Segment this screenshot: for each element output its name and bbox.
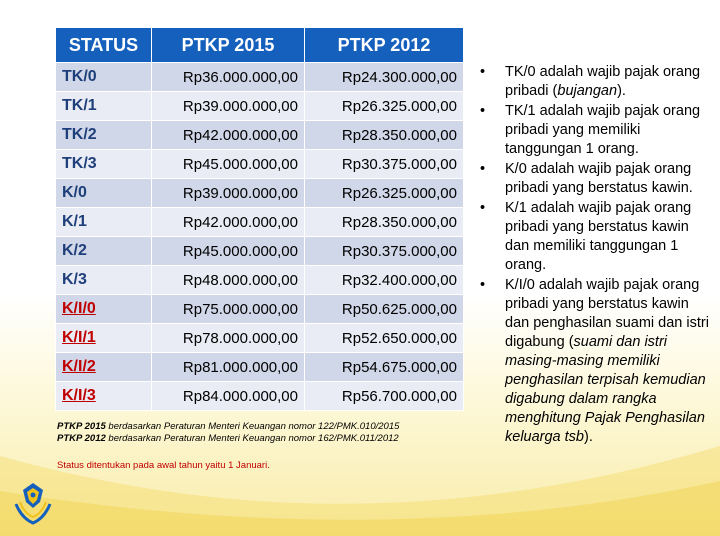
note-line-2015 bbox=[57, 421, 399, 433]
note-2015-label: PTKP 2015 bbox=[57, 421, 106, 432]
ptkp-2012-cell: Rp52.650.000,00 bbox=[305, 324, 464, 353]
ptkp-2012-cell: Rp24.300.000,00 bbox=[305, 63, 464, 92]
bullet-emphasis: suami dan istri masing-masing memiliki penghasilan terpisah kemudian digabung dalam rangka menghitung Pajak Penghasilan keluarga tsb bbox=[505, 334, 706, 445]
status-code: K/I/2 bbox=[62, 358, 96, 375]
table-row bbox=[56, 121, 464, 150]
ptkp-2012-cell: Rp50.625.000,00 bbox=[305, 295, 464, 324]
note-line-2012 bbox=[57, 433, 399, 445]
status-cell bbox=[56, 63, 152, 92]
ptkp-table bbox=[55, 27, 464, 411]
kemenkeu-emblem-icon bbox=[10, 480, 56, 526]
bullet-text-end: ). bbox=[584, 429, 593, 445]
ptkp-2015-cell: Rp42.000.000,00 bbox=[152, 121, 305, 150]
ptkp-2012-cell: Rp30.375.000,00 bbox=[305, 150, 464, 179]
ptkp-2015-cell: Rp81.000.000,00 bbox=[152, 353, 305, 382]
table-row bbox=[56, 324, 464, 353]
table-row bbox=[56, 208, 464, 237]
status-code: K/I/1 bbox=[62, 329, 96, 346]
table-row bbox=[56, 179, 464, 208]
bullet-text: K/0 adalah wajib pajak orang pribadi yang berstatus kawin. bbox=[505, 161, 693, 196]
bullet-item bbox=[478, 276, 710, 447]
ptkp-2012-cell: Rp54.675.000,00 bbox=[305, 353, 464, 382]
table-row bbox=[56, 237, 464, 266]
header-status: STATUS bbox=[56, 28, 152, 63]
ptkp-2015-cell: Rp36.000.000,00 bbox=[152, 63, 305, 92]
status-cell bbox=[56, 92, 152, 121]
ptkp-2015-cell: Rp39.000.000,00 bbox=[152, 179, 305, 208]
ptkp-2015-cell: Rp45.000.000,00 bbox=[152, 150, 305, 179]
ptkp-2012-cell: Rp28.350.000,00 bbox=[305, 208, 464, 237]
ptkp-2012-cell: Rp32.400.000,00 bbox=[305, 266, 464, 295]
status-code: K/1 bbox=[62, 213, 87, 230]
table-row bbox=[56, 382, 464, 411]
bullet-text-end: ). bbox=[617, 83, 626, 99]
status-code: K/0 bbox=[62, 184, 87, 201]
header-ptkp-2015: PTKP 2015 bbox=[152, 28, 305, 63]
ptkp-2015-cell: Rp39.000.000,00 bbox=[152, 92, 305, 121]
ptkp-2015-cell: Rp78.000.000,00 bbox=[152, 324, 305, 353]
status-code: TK/0 bbox=[62, 68, 97, 85]
ptkp-2015-cell: Rp45.000.000,00 bbox=[152, 237, 305, 266]
note-2015-text: berdasarkan Peraturan Menteri Keuangan nomor 122/PMK.010/2015 bbox=[105, 421, 400, 432]
ptkp-2012-cell: Rp56.700.000,00 bbox=[305, 382, 464, 411]
table-row bbox=[56, 92, 464, 121]
status-cell bbox=[56, 266, 152, 295]
status-cell bbox=[56, 324, 152, 353]
status-code: K/3 bbox=[62, 271, 87, 288]
table-row bbox=[56, 266, 464, 295]
status-cell bbox=[56, 208, 152, 237]
note-2012-label: PTKP 2012 bbox=[57, 433, 106, 444]
ptkp-2012-cell: Rp26.325.000,00 bbox=[305, 179, 464, 208]
status-code: K/I/3 bbox=[62, 387, 96, 404]
status-note: Status ditentukan pada awal tahun yaitu 1 Januari. bbox=[57, 460, 270, 471]
status-cell bbox=[56, 353, 152, 382]
table-row bbox=[56, 295, 464, 324]
status-code: K/2 bbox=[62, 242, 87, 259]
bullet-item bbox=[478, 102, 710, 159]
bullet-item bbox=[478, 160, 710, 198]
status-code: TK/2 bbox=[62, 126, 97, 143]
status-cell bbox=[56, 179, 152, 208]
ptkp-2015-cell: Rp42.000.000,00 bbox=[152, 208, 305, 237]
bullet-text: K/I/0 adalah wajib pajak orang pribadi yang berstatus kawin dan penghasilan suami dan istri digabung ( bbox=[505, 277, 709, 350]
table-header-row bbox=[56, 28, 464, 63]
note-2012-text: berdasarkan Peraturan Menteri Keuangan nomor 162/PMK.011/2012 bbox=[105, 433, 399, 444]
status-cell bbox=[56, 150, 152, 179]
bullet-item bbox=[478, 199, 710, 275]
bullet-emphasis: bujangan bbox=[557, 83, 618, 99]
status-code: TK/3 bbox=[62, 155, 97, 172]
ptkp-2012-cell: Rp30.375.000,00 bbox=[305, 237, 464, 266]
status-cell bbox=[56, 121, 152, 150]
ptkp-2015-cell: Rp84.000.000,00 bbox=[152, 382, 305, 411]
bullet-item bbox=[478, 63, 710, 101]
ptkp-2012-cell: Rp26.325.000,00 bbox=[305, 92, 464, 121]
bullet-text: TK/1 adalah wajib pajak orang pribadi yang memiliki tanggungan 1 orang. bbox=[505, 103, 701, 157]
ptkp-2015-cell: Rp75.000.000,00 bbox=[152, 295, 305, 324]
table-row bbox=[56, 353, 464, 382]
status-explanations bbox=[478, 63, 710, 448]
status-cell bbox=[56, 237, 152, 266]
status-cell bbox=[56, 382, 152, 411]
ptkp-2015-cell: Rp48.000.000,00 bbox=[152, 266, 305, 295]
status-code: TK/1 bbox=[62, 97, 97, 114]
table-row bbox=[56, 63, 464, 92]
status-code: K/I/0 bbox=[62, 300, 96, 317]
header-ptkp-2012: PTKP 2012 bbox=[305, 28, 464, 63]
regulation-notes bbox=[57, 421, 399, 445]
ptkp-2012-cell: Rp28.350.000,00 bbox=[305, 121, 464, 150]
bullet-text: TK/0 adalah wajib pajak orang pribadi ( bbox=[505, 64, 701, 99]
bullet-text: K/1 adalah wajib pajak orang pribadi yang berstatus kawin dan memiliki tanggungan 1 orang. bbox=[505, 200, 692, 273]
status-cell bbox=[56, 295, 152, 324]
table-row bbox=[56, 150, 464, 179]
